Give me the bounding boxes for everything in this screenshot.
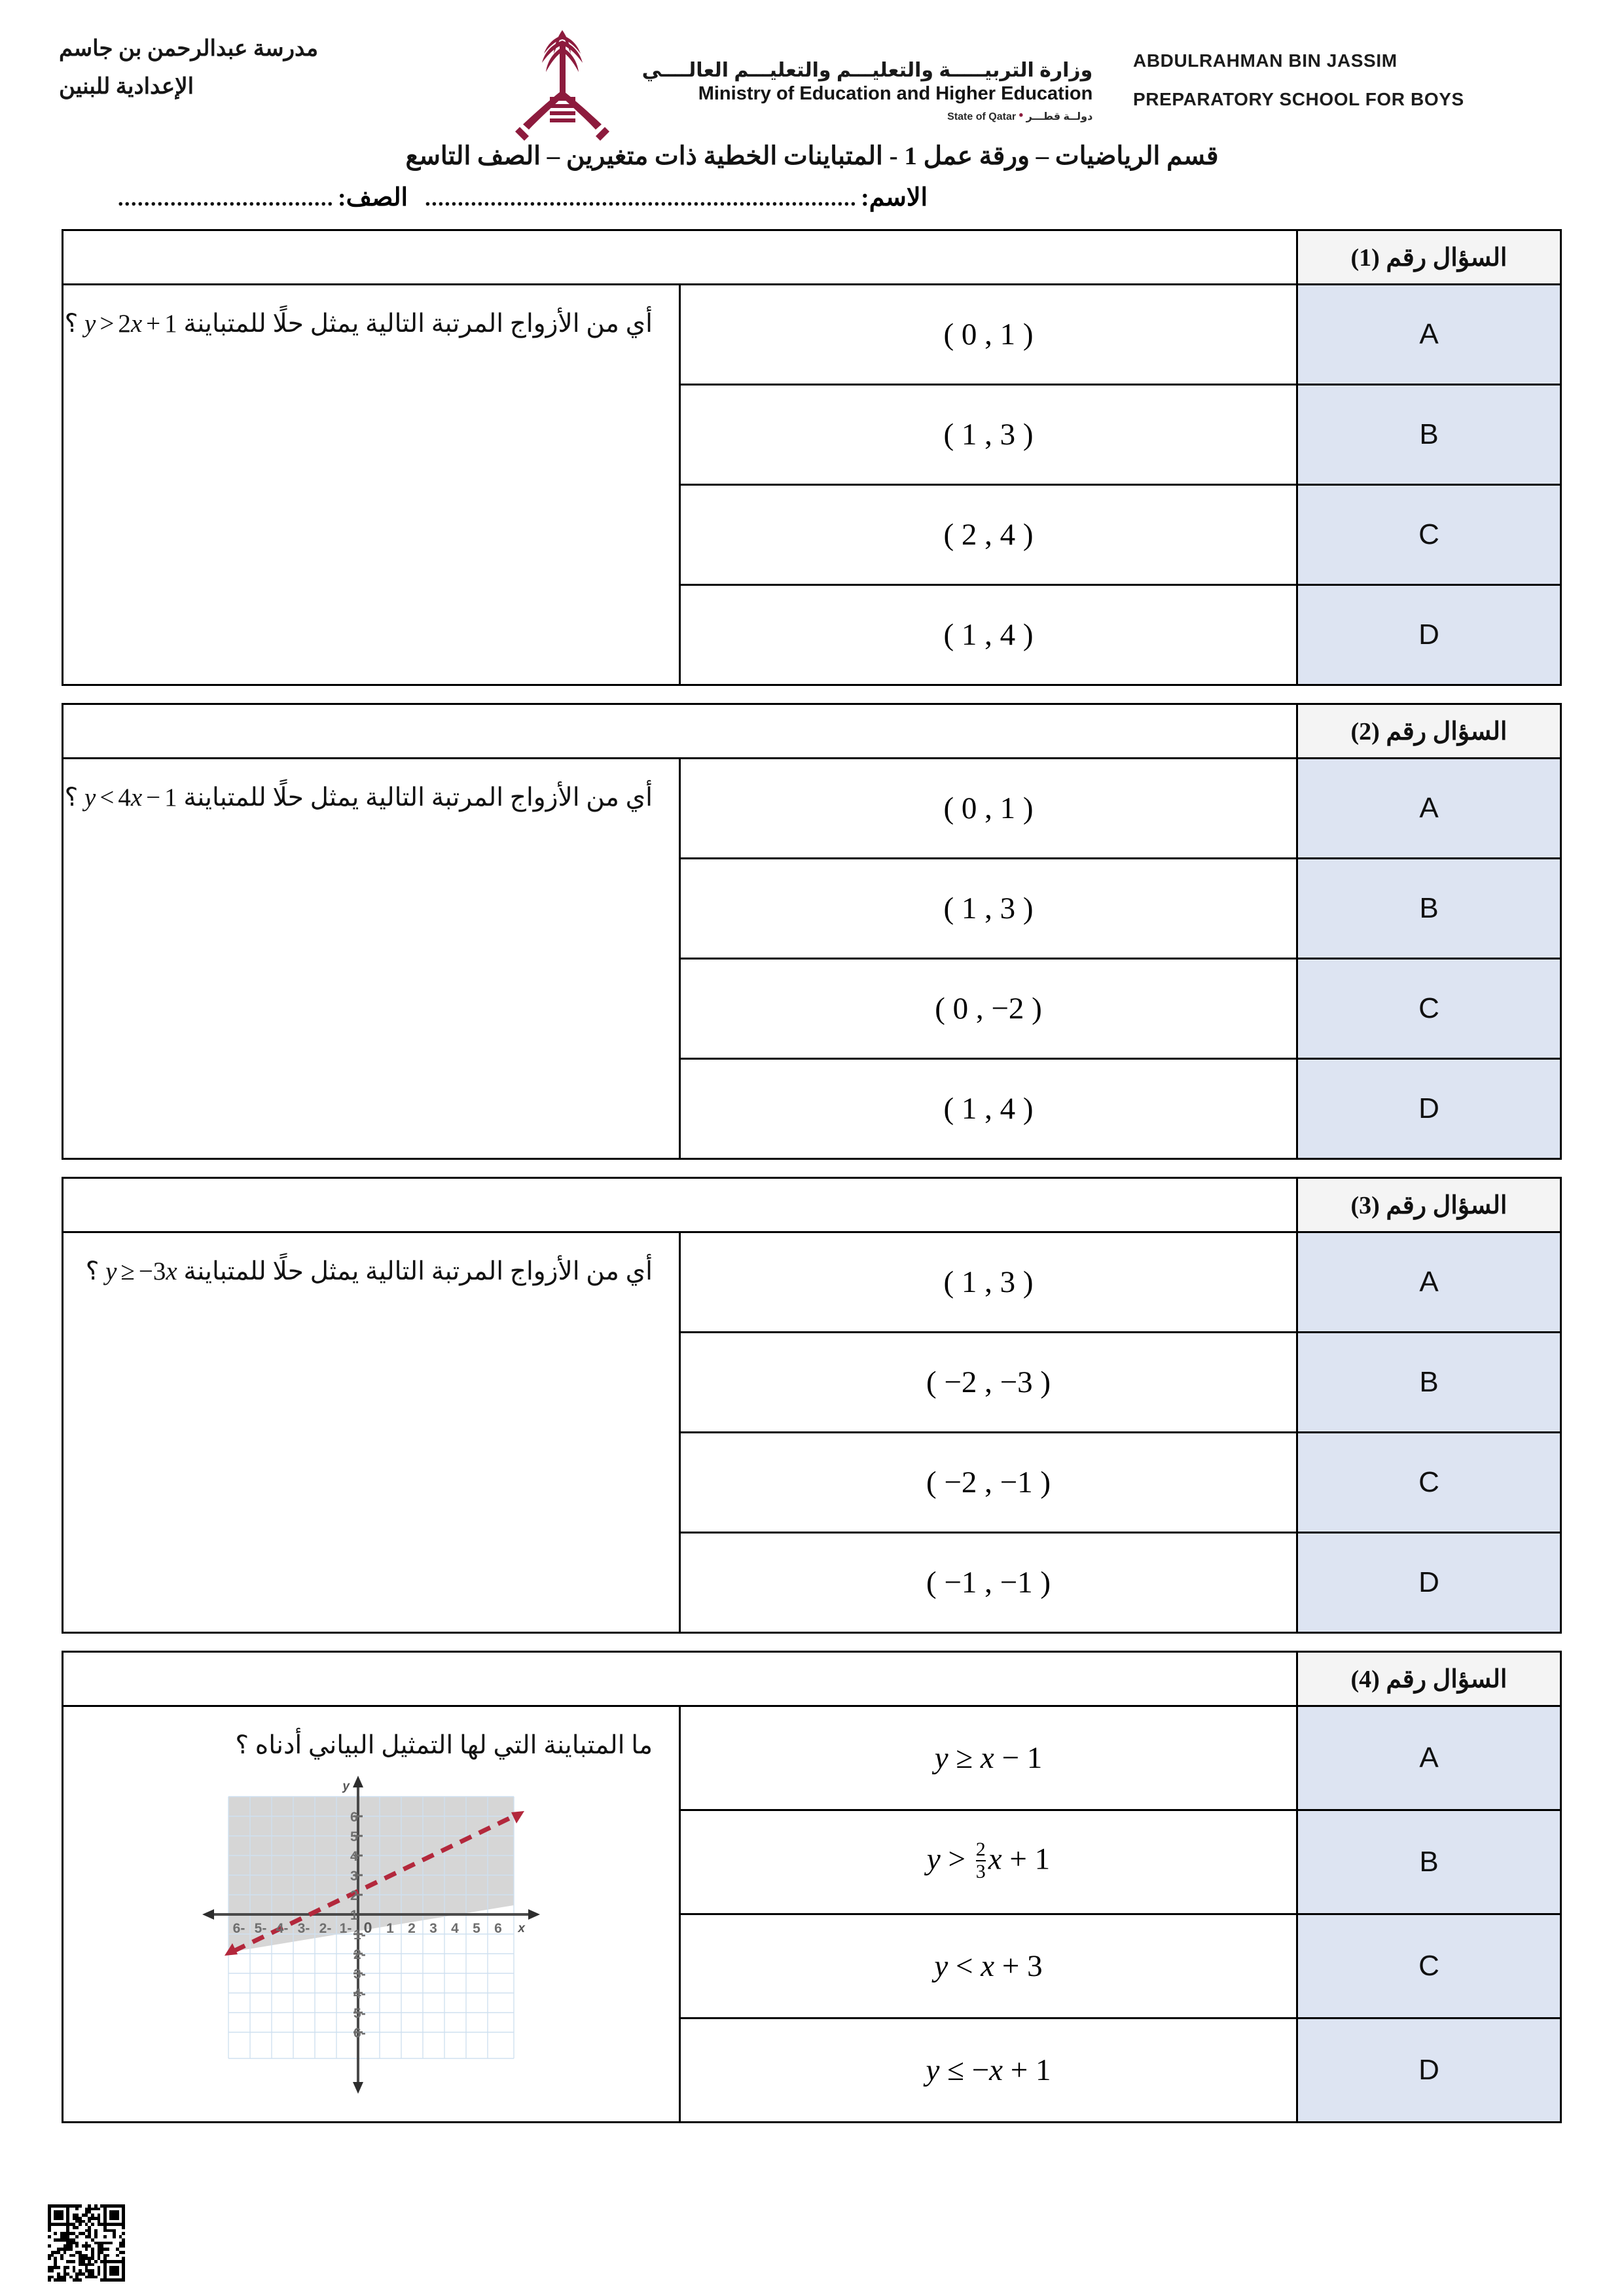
svg-text:5: 5 xyxy=(350,1829,358,1844)
svg-text:-2: -2 xyxy=(319,1920,332,1936)
option-letter-b[interactable]: B xyxy=(1297,1810,1561,1914)
separator-dot-icon: • xyxy=(1019,109,1024,122)
school-name-english-line2: PREPARATORY SCHOOL FOR BOYS xyxy=(1133,88,1464,109)
prompt-inequality: y > 2x + 1 xyxy=(84,310,177,338)
table-row xyxy=(63,1706,1561,1810)
option-d-text: ( −1 , −1 ) xyxy=(926,1566,1051,1600)
svg-text:-5: -5 xyxy=(353,2005,366,2021)
question-prompt-cell-3 xyxy=(63,1232,680,1633)
svg-text:2: 2 xyxy=(408,1920,416,1936)
option-value-d[interactable] xyxy=(680,2018,1297,2122)
option-letter-b[interactable]: B xyxy=(1297,1333,1561,1433)
question-header-row xyxy=(63,230,1561,285)
ministry-text-block xyxy=(642,30,1093,123)
student-name-label: الاسم: xyxy=(861,184,928,211)
option-c-text: ( 0 , −2 ) xyxy=(935,992,1042,1026)
svg-text:-3: -3 xyxy=(297,1920,310,1936)
school-name-arabic-line1: مدرسة عبدالرحمن بن جاسم xyxy=(59,37,319,61)
question-number-3: السؤال رقم (3) xyxy=(1297,1178,1561,1232)
svg-text:-5: -5 xyxy=(254,1920,267,1936)
svg-text:-4: -4 xyxy=(353,1986,366,2001)
prompt-question-mark: ؟ xyxy=(85,1257,99,1285)
option-letter-a[interactable]: A xyxy=(1297,1706,1561,1810)
option-value-d[interactable] xyxy=(680,1059,1297,1159)
qatar-moe-emblem-icon xyxy=(492,26,633,151)
prompt-question-mark: ؟ xyxy=(64,310,79,338)
question-prompt-cell-2 xyxy=(63,759,680,1159)
svg-text:-2: -2 xyxy=(353,1946,366,1962)
svg-text:-4: -4 xyxy=(276,1920,289,1936)
option-value-d[interactable] xyxy=(680,585,1297,685)
option-letter-a[interactable]: A xyxy=(1297,759,1561,859)
option-value-c[interactable] xyxy=(680,1433,1297,1533)
option-d-text: y ≤ −x + 1 xyxy=(926,2053,1051,2087)
question-prompt-2 xyxy=(64,779,653,817)
svg-text:-6: -6 xyxy=(353,2025,366,2041)
ministry-state xyxy=(642,109,1093,123)
option-value-a[interactable] xyxy=(680,285,1297,385)
option-letter-c[interactable]: C xyxy=(1297,1914,1561,2018)
option-value-b[interactable] xyxy=(680,1810,1297,1914)
option-value-a[interactable] xyxy=(680,1706,1297,1810)
table-row xyxy=(63,759,1561,859)
question-header-spacer xyxy=(63,230,1297,285)
question-header-row xyxy=(63,1652,1561,1706)
prompt-text: أي من الأزواج المرتبة التالية يمثل حلًا للمتباينة xyxy=(183,783,653,812)
svg-text:-6: -6 xyxy=(232,1920,245,1936)
option-a-text: y ≥ x − 1 xyxy=(934,1740,1043,1775)
option-b-text: ( 1 , 3 ) xyxy=(943,891,1034,925)
table-row xyxy=(63,285,1561,385)
prompt-question-mark: ؟ xyxy=(64,783,79,812)
ministry-name-english: Ministry of Education and Higher Education xyxy=(698,83,1093,104)
qr-code-grid xyxy=(48,2204,125,2282)
question-prompt-cell-4 xyxy=(63,1706,680,2123)
table-row xyxy=(63,1232,1561,1333)
option-letter-c[interactable]: C xyxy=(1297,485,1561,585)
student-name-field[interactable] xyxy=(425,183,928,212)
worksheet-title: قسم الرياضيات – ورقة عمل 1 - المتباينات الخطية ذات متغيرين – الصف التاسع xyxy=(405,142,1219,170)
option-value-d[interactable] xyxy=(680,1533,1297,1633)
origin-label: 0 xyxy=(363,1918,372,1936)
x-axis-label: x xyxy=(518,1921,525,1935)
svg-text:6: 6 xyxy=(494,1920,502,1936)
svg-text:-3: -3 xyxy=(353,1966,366,1982)
option-d-text: ( 1 , 4 ) xyxy=(943,618,1034,652)
school-name-arabic-line2: الإعدادية للبنين xyxy=(59,75,194,99)
svg-text:-1: -1 xyxy=(353,1927,366,1943)
option-value-b[interactable] xyxy=(680,385,1297,485)
option-a-text: ( 1 , 3 ) xyxy=(943,1265,1034,1299)
svg-text:1: 1 xyxy=(350,1907,358,1923)
ministry-state-english: State of Qatar xyxy=(947,111,1017,122)
option-letter-b[interactable]: B xyxy=(1297,859,1561,959)
question-number-4: السؤال رقم (4) xyxy=(1297,1652,1561,1706)
option-letter-d[interactable]: D xyxy=(1297,585,1561,685)
ministry-name-arabic: وزارة التربيـــــة والتعليـــم والتعليـــم العالــــي xyxy=(641,60,1093,81)
svg-text:6: 6 xyxy=(350,1809,358,1825)
option-letter-c[interactable]: C xyxy=(1297,959,1561,1059)
question-number-2: السؤال رقم (2) xyxy=(1297,704,1561,759)
question-prompt-3 xyxy=(85,1253,653,1291)
option-value-a[interactable] xyxy=(680,1232,1297,1333)
option-value-b[interactable] xyxy=(680,1333,1297,1433)
svg-text:4: 4 xyxy=(350,1848,358,1864)
question-header-row xyxy=(63,1178,1561,1232)
fraction-two-thirds: $\frac{2}{3}$ xyxy=(975,1839,986,1882)
inequality-graph-svg xyxy=(194,1772,548,2099)
option-b-text: y > $\frac{2}{3}$ x + 1 xyxy=(926,1839,1051,1882)
question-block-4 xyxy=(0,1651,1624,2123)
student-class-label: الصف: xyxy=(338,184,408,211)
option-letter-a[interactable]: A xyxy=(1297,1232,1561,1333)
y-axis-label: y xyxy=(342,1779,350,1793)
option-b-text: ( 1 , 3 ) xyxy=(943,418,1034,452)
question-header-row xyxy=(63,704,1561,759)
option-b-text: ( −2 , −3 ) xyxy=(926,1365,1051,1399)
letterhead xyxy=(0,0,1624,131)
svg-text:2: 2 xyxy=(350,1888,358,1903)
svg-text:4: 4 xyxy=(451,1920,459,1936)
student-info-line xyxy=(0,171,1624,212)
question-block-3 xyxy=(0,1177,1624,1634)
option-letter-b[interactable]: B xyxy=(1297,385,1561,485)
prompt-text: أي من الأزواج المرتبة التالية يمثل حلًا للمتباينة xyxy=(183,1257,653,1285)
prompt-text: أي من الأزواج المرتبة التالية يمثل حلًا للمتباينة xyxy=(183,310,653,338)
question-number-1: السؤال رقم (1) xyxy=(1297,230,1561,285)
student-class-blank[interactable]: ................................. xyxy=(118,187,334,211)
option-letter-d[interactable]: D xyxy=(1297,1059,1561,1159)
svg-text:1: 1 xyxy=(386,1920,394,1936)
option-c-text: y < x + 3 xyxy=(934,1948,1043,1983)
option-value-c[interactable] xyxy=(680,1914,1297,2018)
ministry-state-arabic: دولــة قطـــر xyxy=(1026,111,1093,122)
question-table-2 xyxy=(62,703,1562,1160)
question-header-spacer xyxy=(63,704,1297,759)
question-table-3 xyxy=(62,1177,1562,1634)
question-block-1 xyxy=(0,229,1624,686)
option-value-a[interactable] xyxy=(680,759,1297,859)
prompt-inequality: y < 4x − 1 xyxy=(84,783,177,812)
question-prompt-cell-1 xyxy=(63,285,680,685)
student-class-field[interactable] xyxy=(118,183,408,212)
inequality-graph xyxy=(90,1765,653,2108)
option-letter-d[interactable]: D xyxy=(1297,1533,1561,1633)
question-header-spacer xyxy=(63,1178,1297,1232)
svg-text:3: 3 xyxy=(429,1920,437,1936)
svg-text:3: 3 xyxy=(350,1868,358,1884)
question-block-2 xyxy=(0,703,1624,1160)
option-value-b[interactable] xyxy=(680,859,1297,959)
question-table-4 xyxy=(62,1651,1562,2123)
svg-text:5: 5 xyxy=(473,1920,480,1936)
school-name-english xyxy=(1133,30,1565,119)
school-name-arabic xyxy=(59,30,452,107)
question-prompt-4: ما المتباينة التي لها التمثيل البياني أدناه ؟ xyxy=(235,1731,653,1759)
ministry-logo xyxy=(498,30,1093,151)
option-value-c[interactable] xyxy=(680,485,1297,585)
prompt-inequality: y ≥ −3x xyxy=(105,1257,177,1285)
option-c-text: ( −2 , −1 ) xyxy=(926,1465,1051,1499)
option-letter-a[interactable]: A xyxy=(1297,285,1561,385)
svg-text:-1: -1 xyxy=(339,1920,352,1936)
question-table-1 xyxy=(62,229,1562,686)
option-c-text: ( 2 , 4 ) xyxy=(943,518,1034,552)
option-letter-d[interactable]: D xyxy=(1297,2018,1561,2122)
school-name-english-line1: ABDULRAHMAN BIN JASSIM xyxy=(1133,50,1398,71)
option-d-text: ( 1 , 4 ) xyxy=(943,1092,1034,1126)
student-name-blank[interactable]: .................................................................. xyxy=(425,187,857,211)
question-prompt-1 xyxy=(64,305,653,344)
option-letter-c[interactable]: C xyxy=(1297,1433,1561,1533)
option-a-text: ( 0 , 1 ) xyxy=(943,317,1034,351)
question-header-spacer xyxy=(63,1652,1297,1706)
qr-code[interactable] xyxy=(48,2204,125,2282)
option-value-c[interactable] xyxy=(680,959,1297,1059)
option-a-text: ( 0 , 1 ) xyxy=(943,791,1034,825)
